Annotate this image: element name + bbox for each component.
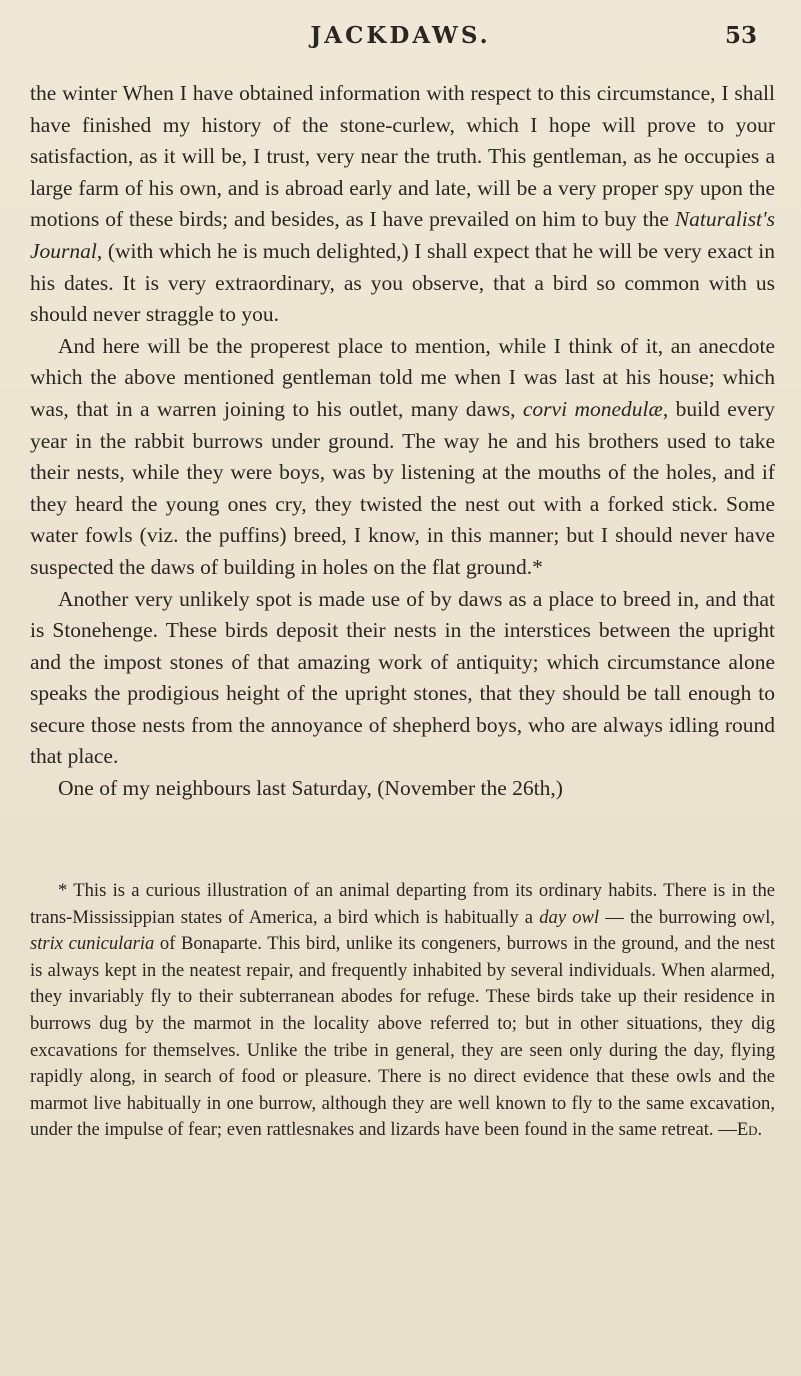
- footnote-text-a: * This is a curious illustration of an animal departing from its ordinary habits. There is in the trans-Mississippian states of America, a bird which is habitually a: [30, 880, 775, 928]
- paragraph-1-italic: Naturalist's Journal: [30, 207, 775, 263]
- paragraph-4: One of my neighbours last Saturday, (November the 26th,): [58, 776, 563, 801]
- paragraph-2-italic: corvi monedulæ: [522, 396, 663, 421]
- body-text: [30, 78, 775, 805]
- paragraph-2-text-a: And here will be the properest place to mention, while I think of it, an anecdote which the above mentioned gentleman told me when I was last at his house; which was, that in a warren joining to his outlet, many daws,: [30, 333, 775, 421]
- paragraph-3: Another very unlikely spot is made use of by daws as a place to breed in, and that is Stonehenge. These birds deposit their nests in the interstices between the upright and the impost stones of that amazing work of antiquity; which circumstance alone speaks the prodigious height of the upright stones, that they should be tall enough to secure those nests from the annoyance of shepherd boys, who are always idling round that place.: [30, 586, 775, 769]
- paragraph-2: [30, 331, 775, 584]
- footnote: [30, 878, 775, 1144]
- footnote-text-c: — the burrowing owl,: [599, 906, 776, 928]
- running-title: JACKDAWS.: [310, 22, 491, 49]
- footnote-paragraph: [30, 878, 775, 1144]
- footnote-italic-2: strix cunicularia: [30, 933, 155, 955]
- paragraph-1: [30, 78, 775, 331]
- paragraph-1-text-c: , (with which he is much delighted,) I shall expect that he will be very exact in his dates. It is very extraordinary, as you observe, that a bird so common with us should never straggle to you.: [30, 238, 775, 327]
- page-number: 53: [724, 22, 757, 49]
- running-head: [0, 22, 801, 62]
- paragraph-1-text-a: the winter When I have obtained information with respect to this circumstance, I shall have finished my history of the stone-curlew, which I hope will prove to your satisfaction, as it will be, I trust, very near the truth. This gentleman, as he occupies a large farm of his own, and is abroad early and late, will be a very proper spy upon the motions of these birds; and besides, as I have prevailed on him to buy the: [30, 81, 775, 232]
- footnote-editor-mark: Ed.: [736, 1119, 763, 1141]
- paragraph-2-text-c: , build every year in the rabbit burrows under ground. The way he and his brothers used to take their nests, while they were boys, was by listening at the mouths of the holes, and if they heard the young ones cry, they twisted the nest out with a forked stick. Some water fowls (viz. the puffins) breed, I know, in this manner; but I should never have suspected the daws of building in holes on the flat ground.*: [30, 396, 775, 579]
- footnote-text-e: of Bonaparte. This bird, unlike its congeners, burrows in the ground, and the nest is always kept in the neatest repair, and frequently inhabited by several individuals. When alarmed, they invariably fly to their subterranean abodes for refuge. These birds take up their residence in burrows dug by the marmot in the locality above referred to; but in other situations, they dig excavations for themselves. Unlike the tribe in general, they are seen only during the day, flying rapidly along, in search of food or pleasure. There is no direct evidence that these owls and the marmot live habitually in one burrow, although they are well known to fly to the same excavation, under the impulse of fear; even rattlesnakes and lizards have been found in the same retreat. —: [30, 933, 775, 1141]
- footnote-italic-1: day owl: [539, 906, 600, 928]
